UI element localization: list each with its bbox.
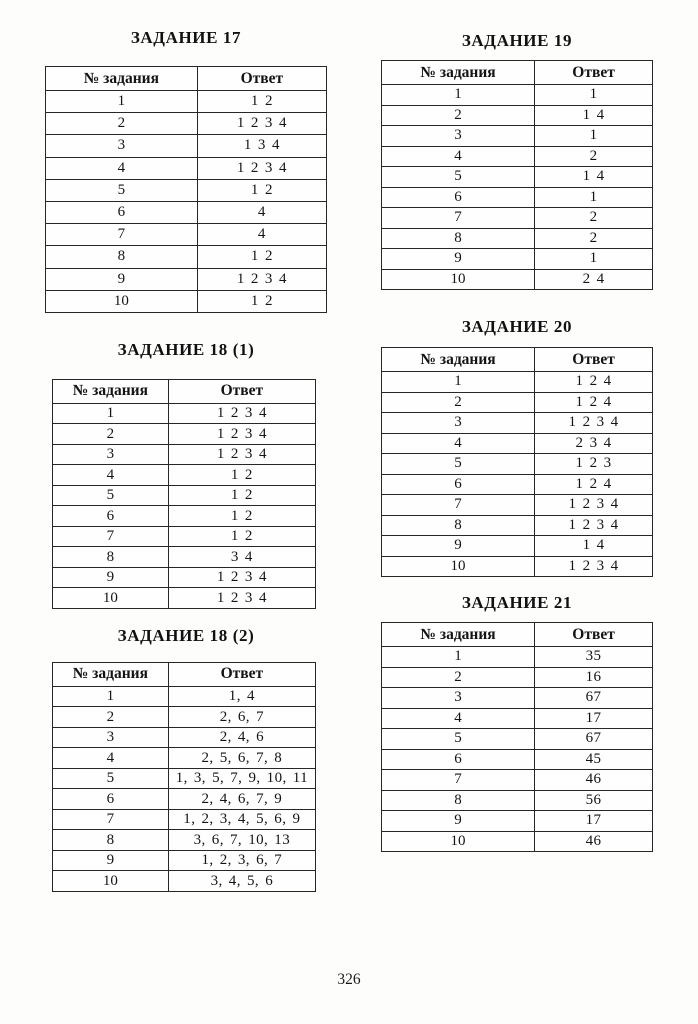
answer-cell: 1	[535, 85, 653, 106]
table-row	[382, 126, 653, 147]
answer-cell: 1, 2, 3, 4, 5, 6, 9	[168, 809, 315, 830]
answer-cell: 2, 4, 6	[168, 727, 315, 748]
task-number-cell: 7	[53, 526, 169, 547]
answer-cell: 1	[535, 187, 653, 208]
answer-cell: 1 2	[197, 246, 326, 268]
answer-table-task-20	[381, 347, 653, 577]
table-header-row	[53, 662, 316, 686]
answer-cell: 1 2 3 4	[197, 157, 326, 179]
table-row	[382, 228, 653, 249]
answer-cell: 1, 2, 3, 6, 7	[168, 850, 315, 871]
answer-cell: 1 2 3	[535, 454, 653, 475]
table-row	[53, 871, 316, 892]
answer-cell: 56	[535, 790, 653, 811]
task-number-cell: 10	[53, 871, 169, 892]
task-number-cell: 4	[46, 157, 198, 179]
answer-cell: 1	[535, 249, 653, 270]
task-number-cell: 8	[53, 830, 169, 851]
table-row	[382, 556, 653, 577]
table-row	[382, 413, 653, 434]
table-row	[382, 249, 653, 270]
table-row	[46, 201, 327, 223]
answer-cell: 2 4	[535, 269, 653, 290]
answer-cell: 4	[197, 201, 326, 223]
column-header-task-number: № задания	[46, 67, 198, 91]
task-number-cell: 2	[382, 392, 535, 413]
task-number-cell: 2	[53, 707, 169, 728]
answer-cell: 1 2 4	[535, 392, 653, 413]
answer-cell: 3 4	[168, 547, 315, 568]
answer-cell: 1 2 3 4	[168, 444, 315, 465]
table-header-row	[53, 379, 316, 403]
answer-table-task-19	[381, 60, 653, 290]
task-title: ЗАДАНИЕ 17	[130, 28, 242, 47]
table-row	[382, 269, 653, 290]
task-number-cell: 8	[382, 515, 535, 536]
answer-cell: 1 2	[168, 526, 315, 547]
column-header-answer: Ответ	[535, 61, 653, 85]
table-row	[53, 686, 316, 707]
answer-cell: 2, 5, 6, 7, 8	[168, 748, 315, 769]
column-header-answer: Ответ	[168, 379, 315, 403]
table-header-row	[382, 623, 653, 647]
answer-cell: 1, 4	[168, 686, 315, 707]
table-row	[53, 850, 316, 871]
task-number-cell: 6	[53, 506, 169, 527]
answer-cell: 1 2 3 4	[535, 556, 653, 577]
task-number-cell: 8	[46, 246, 198, 268]
task-number-cell: 4	[382, 708, 535, 729]
task-number-cell: 7	[46, 224, 198, 246]
table-row	[382, 495, 653, 516]
answer-cell: 17	[535, 708, 653, 729]
task-number-cell: 1	[46, 91, 198, 113]
table-row	[382, 708, 653, 729]
table-row	[46, 157, 327, 179]
answer-table-task-18-2	[52, 662, 316, 892]
table-row	[382, 770, 653, 791]
task-number-cell: 5	[382, 729, 535, 750]
table-row	[382, 454, 653, 475]
task-number-cell: 8	[382, 228, 535, 249]
table-row	[46, 268, 327, 290]
answer-cell: 1 2 4	[535, 372, 653, 393]
table-row	[382, 749, 653, 770]
table-row	[53, 809, 316, 830]
answer-cell: 1 2 3 4	[168, 424, 315, 445]
task-number-cell: 3	[382, 126, 535, 147]
page-number: 326	[337, 971, 361, 988]
answer-cell: 2, 4, 6, 7, 9	[168, 789, 315, 810]
task-number-cell: 6	[382, 474, 535, 495]
table-row	[53, 789, 316, 810]
table-row	[382, 831, 653, 852]
table-row	[46, 135, 327, 157]
answer-cell: 46	[535, 770, 653, 791]
task-number-cell: 7	[382, 770, 535, 791]
table-row	[382, 667, 653, 688]
task-number-cell: 8	[53, 547, 169, 568]
table-row	[53, 547, 316, 568]
table-row	[53, 588, 316, 609]
answer-cell: 2 3 4	[535, 433, 653, 454]
column-header-answer: Ответ	[535, 348, 653, 372]
task-title: ЗАДАНИЕ 19	[461, 31, 573, 50]
column-header-task-number: № задания	[382, 623, 535, 647]
task-section-18-1	[45, 340, 327, 609]
task-number-cell: 4	[53, 748, 169, 769]
task-number-cell: 2	[382, 667, 535, 688]
table-row	[382, 372, 653, 393]
column-header-task-number: № задания	[382, 61, 535, 85]
task-number-cell: 5	[382, 454, 535, 475]
task-number-cell: 1	[382, 647, 535, 668]
task-section-20	[381, 317, 653, 577]
task-number-cell: 1	[53, 403, 169, 424]
table-row	[382, 474, 653, 495]
answer-table-task-17	[45, 66, 327, 313]
task-number-cell: 8	[382, 790, 535, 811]
table-row	[53, 526, 316, 547]
table-row	[382, 688, 653, 709]
column-header-task-number: № задания	[382, 348, 535, 372]
task-number-cell: 9	[53, 850, 169, 871]
left-column	[45, 0, 327, 892]
answer-cell: 1 2 3 4	[197, 113, 326, 135]
column-header-task-number: № задания	[53, 662, 169, 686]
table-row	[53, 424, 316, 445]
table-row	[53, 485, 316, 506]
task-number-cell: 9	[382, 249, 535, 270]
table-row	[382, 729, 653, 750]
table-row	[382, 85, 653, 106]
table-row	[382, 146, 653, 167]
task-number-cell: 7	[53, 809, 169, 830]
table-row	[53, 506, 316, 527]
task-number-cell: 1	[53, 686, 169, 707]
task-number-cell: 3	[382, 413, 535, 434]
right-column	[381, 0, 653, 852]
answer-cell: 1 2 3 4	[168, 403, 315, 424]
answer-cell: 2	[535, 146, 653, 167]
task-title: ЗАДАНИЕ 18 (1)	[117, 339, 255, 359]
task-number-cell: 9	[53, 567, 169, 588]
answer-cell: 1 2	[197, 91, 326, 113]
table-row	[46, 224, 327, 246]
answer-cell: 3, 6, 7, 10, 13	[168, 830, 315, 851]
answer-cell: 46	[535, 831, 653, 852]
table-row	[53, 465, 316, 486]
task-number-cell: 4	[382, 433, 535, 454]
table-row	[382, 167, 653, 188]
task-number-cell: 6	[382, 187, 535, 208]
answer-cell: 16	[535, 667, 653, 688]
task-number-cell: 10	[46, 290, 198, 312]
table-row	[46, 290, 327, 312]
answer-cell: 1 4	[535, 167, 653, 188]
answer-cell: 2, 6, 7	[168, 707, 315, 728]
task-section-19	[381, 31, 653, 290]
answer-table-task-21	[381, 622, 653, 852]
task-number-cell: 3	[382, 688, 535, 709]
table-row	[382, 790, 653, 811]
table-row	[53, 567, 316, 588]
answer-cell: 1 2 3 4	[168, 588, 315, 609]
answer-cell: 67	[535, 729, 653, 750]
task-number-cell: 10	[382, 556, 535, 577]
task-number-cell: 10	[53, 588, 169, 609]
task-number-cell: 7	[382, 495, 535, 516]
task-title: ЗАДАНИЕ 21	[461, 593, 573, 612]
table-row	[382, 392, 653, 413]
answer-cell: 17	[535, 811, 653, 832]
table-row	[53, 707, 316, 728]
task-number-cell: 10	[382, 831, 535, 852]
task-number-cell: 6	[53, 789, 169, 810]
task-number-cell: 3	[53, 727, 169, 748]
column-header-task-number: № задания	[53, 379, 169, 403]
column-header-answer: Ответ	[168, 662, 315, 686]
task-number-cell: 2	[46, 113, 198, 135]
task-section-21	[381, 593, 653, 852]
task-number-cell: 4	[382, 146, 535, 167]
task-number-cell: 6	[46, 201, 198, 223]
table-header-row	[382, 348, 653, 372]
answer-cell: 1 2	[168, 465, 315, 486]
answer-cell: 2	[535, 208, 653, 229]
table-row	[46, 113, 327, 135]
table-header-row	[46, 67, 327, 91]
answer-cell: 1 2 3 4	[535, 515, 653, 536]
table-row	[53, 727, 316, 748]
column-header-answer: Ответ	[535, 623, 653, 647]
answer-cell: 4	[197, 224, 326, 246]
task-number-cell: 7	[382, 208, 535, 229]
answer-cell: 35	[535, 647, 653, 668]
table-row	[382, 811, 653, 832]
answer-cell: 1	[535, 126, 653, 147]
answer-cell: 3, 4, 5, 6	[168, 871, 315, 892]
task-number-cell: 10	[382, 269, 535, 290]
answer-cell: 45	[535, 749, 653, 770]
task-title: ЗАДАНИЕ 20	[461, 317, 573, 336]
task-number-cell: 3	[46, 135, 198, 157]
task-number-cell: 1	[382, 372, 535, 393]
task-number-cell: 5	[53, 485, 169, 506]
table-row	[382, 187, 653, 208]
task-number-cell: 5	[382, 167, 535, 188]
task-number-cell: 4	[53, 465, 169, 486]
answer-cell: 1 3 4	[197, 135, 326, 157]
table-row	[46, 246, 327, 268]
task-number-cell: 2	[53, 424, 169, 445]
answer-cell: 1 2 3 4	[197, 268, 326, 290]
table-row	[53, 444, 316, 465]
task-number-cell: 9	[382, 811, 535, 832]
answer-cell: 67	[535, 688, 653, 709]
answer-cell: 1 2	[168, 485, 315, 506]
answer-cell: 1 2 4	[535, 474, 653, 495]
column-header-answer: Ответ	[197, 67, 326, 91]
answer-cell: 1 2 3 4	[535, 495, 653, 516]
answer-cell: 1 2 3 4	[535, 413, 653, 434]
table-row	[53, 830, 316, 851]
task-number-cell: 9	[46, 268, 198, 290]
task-number-cell: 2	[382, 105, 535, 126]
answer-cell: 1 2	[197, 290, 326, 312]
answer-table-task-18-1	[52, 379, 316, 609]
task-number-cell: 5	[46, 179, 198, 201]
task-title: ЗАДАНИЕ 18 (2)	[117, 625, 255, 645]
table-row	[382, 105, 653, 126]
table-row	[382, 208, 653, 229]
task-number-cell: 1	[382, 85, 535, 106]
answer-cell: 1 2	[168, 506, 315, 527]
answer-cell: 1 4	[535, 105, 653, 126]
answer-cell: 1 2 3 4	[168, 567, 315, 588]
table-header-row	[382, 61, 653, 85]
answer-cell: 1 2	[197, 179, 326, 201]
answer-cell: 1, 3, 5, 7, 9, 10, 11	[168, 768, 315, 789]
task-number-cell: 5	[53, 768, 169, 789]
table-row	[46, 179, 327, 201]
task-number-cell: 9	[382, 536, 535, 557]
task-section-18-2	[45, 626, 327, 892]
table-row	[46, 91, 327, 113]
task-number-cell: 3	[53, 444, 169, 465]
table-row	[53, 748, 316, 769]
table-row	[382, 536, 653, 557]
table-row	[53, 403, 316, 424]
table-row	[382, 647, 653, 668]
table-row	[382, 433, 653, 454]
task-section-17	[45, 28, 327, 313]
answer-cell: 2	[535, 228, 653, 249]
table-row	[53, 768, 316, 789]
answer-cell: 1 4	[535, 536, 653, 557]
task-number-cell: 6	[382, 749, 535, 770]
table-row	[382, 515, 653, 536]
